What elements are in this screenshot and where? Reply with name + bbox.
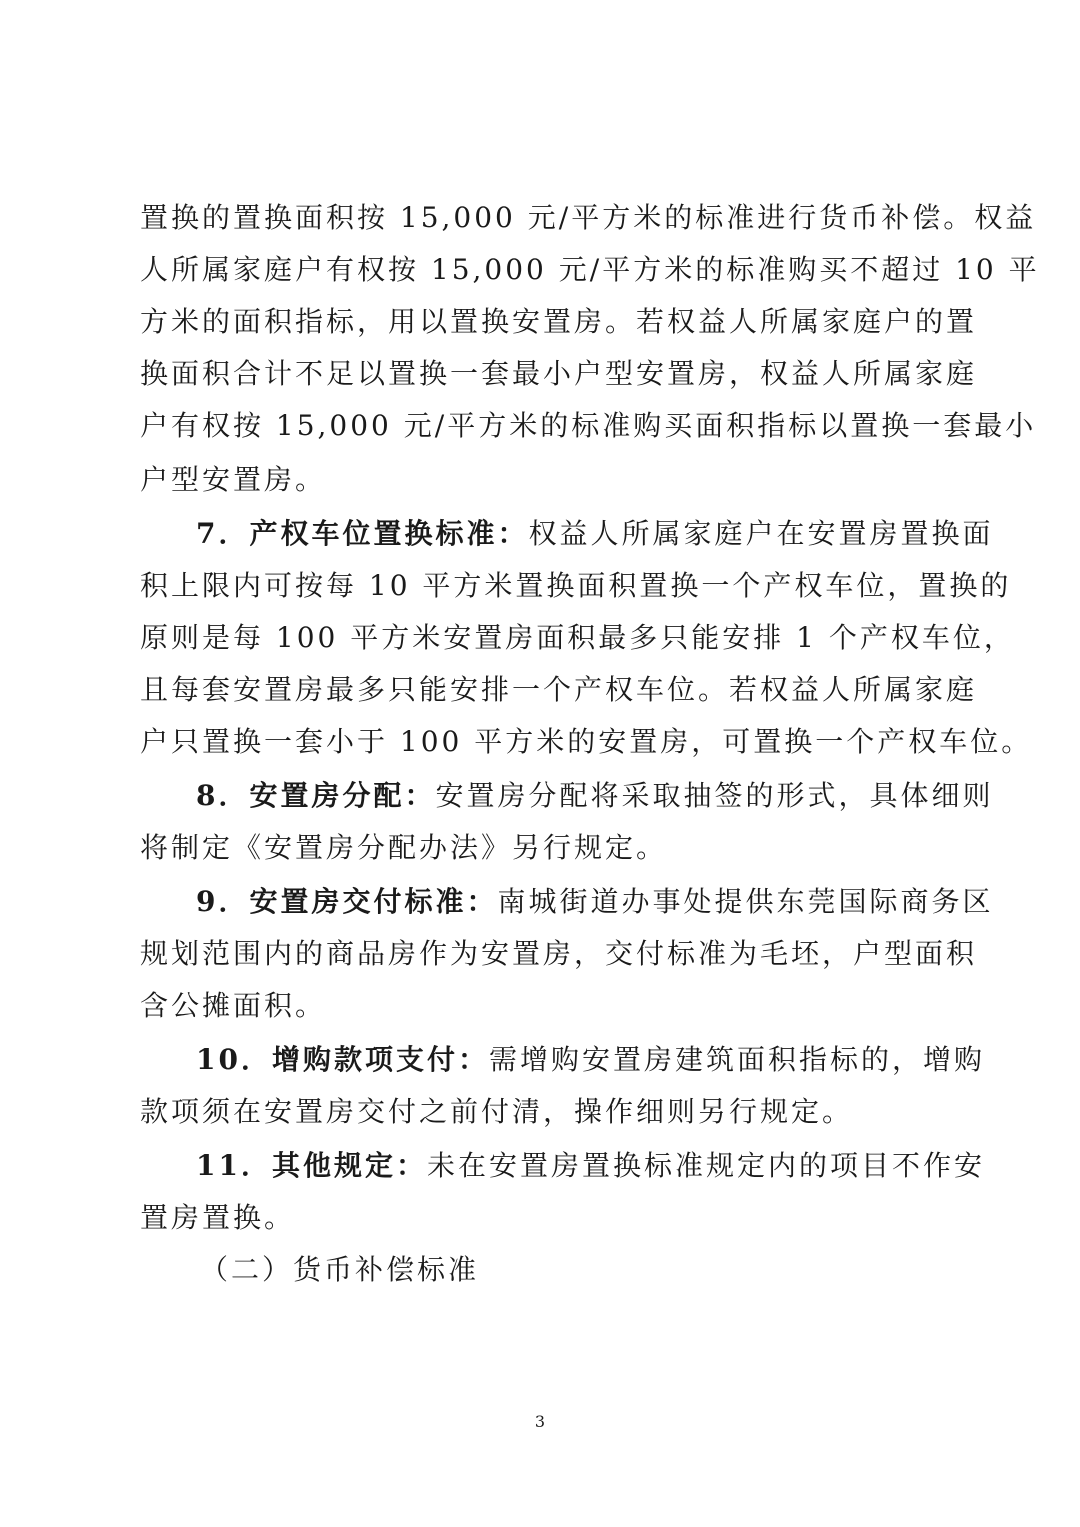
item-9-text: 南城街道办事处提供东莞国际商务区 (497, 885, 994, 918)
page-number: 3 (534, 1412, 546, 1431)
paragraph-line: 人所属家庭户有权按 15,000 元/平方米的标准购买不超过 10 平 (140, 253, 1040, 286)
section-subheading: （二）货币补偿标准 (200, 1253, 480, 1286)
item-10-text: 需增购安置房建筑面积指标的，增购 (488, 1043, 985, 1076)
paragraph-line: 置换的置换面积按 15,000 元/平方米的标准进行货币补偿。权益 (140, 201, 1037, 234)
paragraph-line: 含公摊面积。 (140, 989, 327, 1022)
paragraph-line: 原则是每 100 平方米安置房面积最多只能安排 1 个产权车位， (140, 621, 1015, 654)
paragraph-line: 积上限内可按每 10 平方米置换面积置换一个产权车位，置换的 (140, 569, 1012, 602)
item-7-heading: 7．产权车位置换标准： (196, 517, 529, 550)
paragraph-line: 换面积合计不足以置换一套最小户型安置房，权益人所属家庭 (140, 357, 978, 390)
paragraph-line: 款项须在安置房交付之前付清，操作细则另行规定。 (140, 1095, 854, 1128)
paragraph-line: 置房置换。 (140, 1201, 296, 1234)
paragraph-line: 且每套安置房最多只能安排一个产权车位。若权益人所属家庭 (140, 673, 978, 706)
item-7-text: 权益人所属家庭户在安置房置换面 (528, 517, 994, 550)
item-10-first-line (196, 1040, 985, 1080)
paragraph-line: 规划范围内的商品房作为安置房，交付标准为毛坯，户型面积 (140, 937, 978, 970)
paragraph-line: 户有权按 15,000 元/平方米的标准购买面积指标以置换一套最小 (140, 409, 1037, 442)
item-9-first-line (196, 882, 994, 922)
paragraph-line: 户只置换一套小于 100 平方米的安置房，可置换一个产权车位。 (140, 725, 1033, 758)
item-8-first-line (196, 776, 994, 816)
item-11-first-line (196, 1146, 985, 1186)
item-8-heading: 8．安置房分配： (196, 779, 436, 812)
item-9-heading: 9．安置房交付标准： (196, 885, 498, 918)
paragraph-line: 将制定《安置房分配办法》另行规定。 (140, 831, 668, 864)
item-7-first-line (196, 514, 994, 554)
paragraph-line: 方米的面积指标，用以置换安置房。若权益人所属家庭户的置 (140, 305, 978, 338)
item-8-text: 安置房分配将采取抽签的形式，具体细则 (435, 779, 994, 812)
paragraph-line: 户型安置房。 (140, 463, 327, 496)
item-11-heading: 11．其他规定： (196, 1149, 427, 1182)
item-11-text: 未在安置房置换标准规定内的项目不作安 (426, 1149, 985, 1182)
item-10-heading: 10．增购款项支付： (196, 1043, 489, 1076)
